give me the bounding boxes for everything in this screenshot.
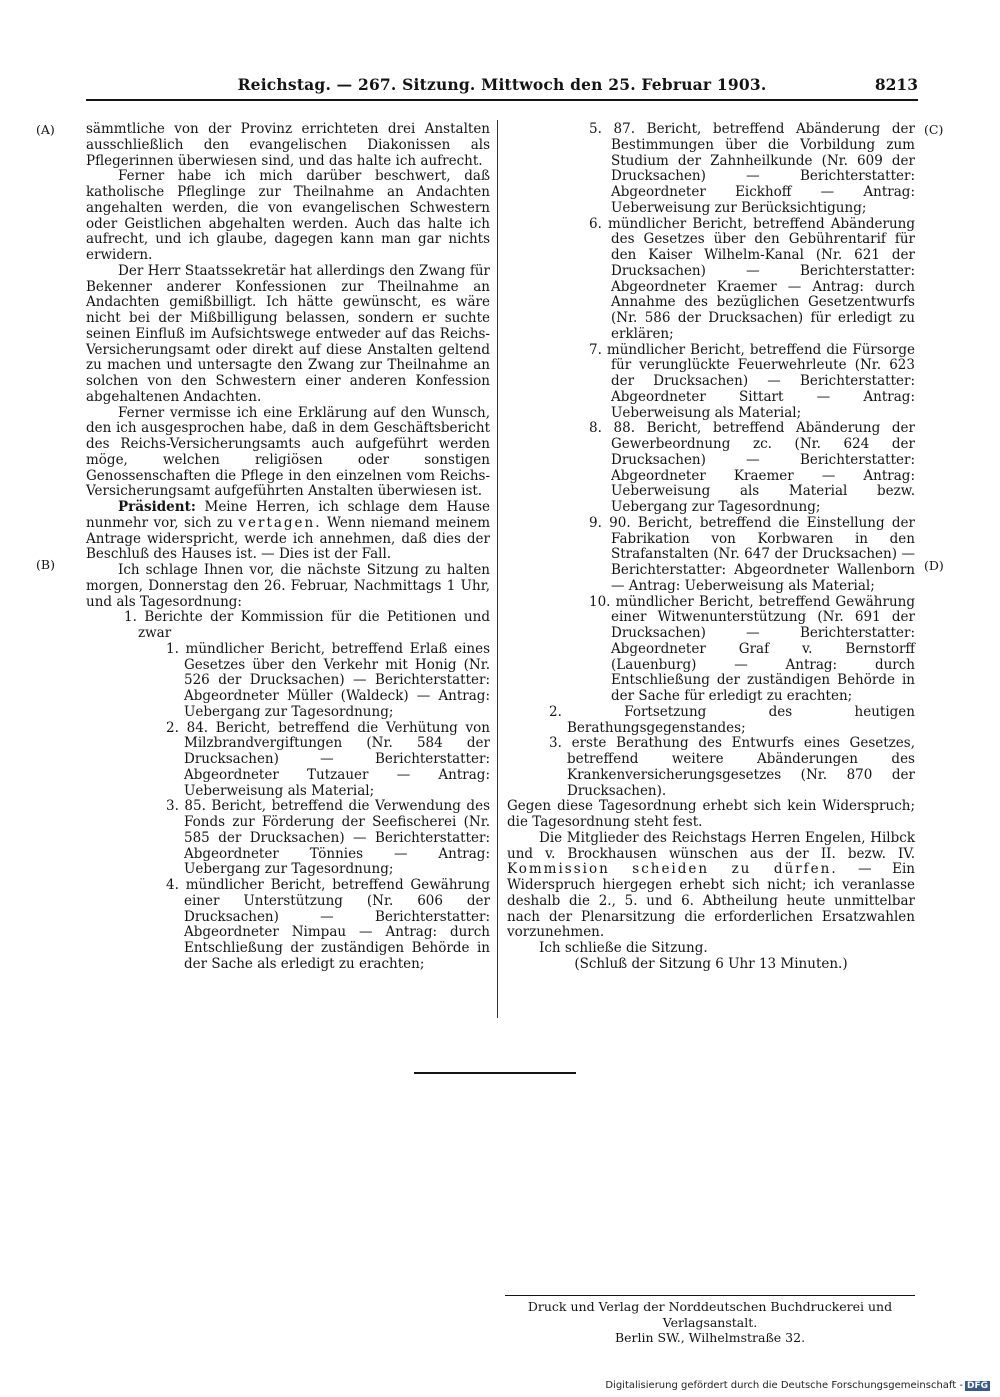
emphasis-text: Kommission scheiden zu dürfen. (507, 861, 838, 878)
emphasis-text: vertagen. (238, 514, 322, 531)
imprint-rule (505, 1295, 915, 1296)
agenda-subitem: 5. 87. Bericht, betreffend Abänderung der Bestimmungen über die Vorbildung zum Studium der Zahnheilkunde (Nr. 609 der Drucksachen) — Berichterstatter: Abgeordneter Eickhoff — Antrag: Ueberweisung zur Berücksichtigung; (589, 121, 915, 216)
page-number: 8213 (874, 75, 918, 94)
agenda-subitem: 8. 88. Bericht, betreffend Abänderung der Gewerbeordnung zc. (Nr. 624 der Drucksachen) — Berichterstatter: Abgeordneter Kraemer — Antrag: Ueberweisung als Material bezw. Uebergang zur Tagesordnung; (589, 420, 915, 515)
margin-marker-a: (A) (36, 122, 55, 137)
paragraph: Ferner vermisse ich eine Erklärung auf den Wunsch, den ich ausgesprochen habe, daß in dem Geschäftsbericht des Reichs-Versicherungsamts auch aufgeführt werden möge, welchen religiösen oder sonstigen Genossenschaften die Pflege in den einzelnen vom Reichs-Versicherungsamt aufgeführten Anstalten überwiesen ist. (86, 404, 490, 500)
margin-marker-d: (D) (924, 558, 944, 573)
paragraph: Ich schließe die Sitzung. (539, 940, 708, 956)
margin-marker-b: (B) (36, 557, 55, 572)
paragraph-text: — Ein Widerspruch hiergegen erhebt sich nicht; ich veranlasse deshalb die 2., 5. und 6. Abtheilung heute unmittelbar nach der Plenarsitzung die erforderlichen Ersatzwahlen vorzunehmen. (507, 861, 915, 941)
digitization-note (605, 1380, 990, 1391)
president-paragraph (86, 500, 490, 563)
agenda-item: 2. Fortsetzung des heutigen Berathungsgegenstandes; (549, 703, 915, 736)
paragraph-text: Meine Herren, ich schlage dem Hause nunmehr vor, sich zu (86, 499, 490, 531)
dfg-logo: DFG (966, 1381, 988, 1391)
paragraph (507, 831, 915, 941)
agenda-subitem: 3. 85. Bericht, betreffend die Verwendung des Fonds zur Förderung der Seefischerei (Nr. 585 der Drucksachen) — Berichterstatter: Abgeordneter Tönnies — Antrag: Uebergang zur Tagesordnung; (166, 798, 490, 878)
left-column (86, 122, 490, 973)
agenda-item: 1. Berichte der Kommission für die Petitionen und zwar (124, 609, 490, 641)
agenda-subitem: 6. mündlicher Bericht, betreffend Abänderung des Gesetzes über den Gebührentarif für den Kaiser Wilhelm-Kanal (Nr. 621 der Drucksachen) — Berichterstatter: Abgeordneter Kraemer — Antrag: durch Annahme des bezüglichen Gesetzentwurfs (Nr. 586 der Drucksachen) für erledigt zu erklären; (589, 215, 915, 342)
agenda-subitem: 9. 90. Bericht, betreffend die Einstellung der Fabrikation von Korbwaren in den Strafanstalten (Nr. 647 der Drucksachen) — Berichterstatter: Abgeordneter Wallenborn — Antrag: Ueberweisung als Material; (589, 514, 915, 594)
paragraph: Ich schlage Ihnen vor, die nächste Sitzung zu halten morgen, Donnerstag den 26. Februar, Nachmittags 1 Uhr, und als Tagesordnung: (86, 562, 490, 610)
paragraph-text: Wenn niemand meinem Antrage widerspricht, werde ich annehmen, daß dies der Beschluß des Hauses ist. — Dies ist der Fall. (86, 514, 490, 563)
end-rule (414, 1072, 576, 1074)
margin-marker-c: (C) (924, 122, 944, 137)
imprint-line: Druck und Verlag der Norddeutschen Buchdruckerei und Verlagsanstalt. (527, 1299, 893, 1330)
paragraph: Gegen diese Tagesordnung erhebt sich kein Widerspruch; die Tagesordnung steht fest. (507, 798, 915, 830)
agenda-subitem: 4. mündlicher Bericht, betreffend Gewährung einer Unterstützung (Nr. 606 der Drucksachen) — Berichterstatter: Abgeordneter Nimpau — Antrag: durch Entschließung der zuständigen Behörde in der Sache als erledigt zu erachten; (166, 877, 490, 972)
agenda-subitem: 1. mündlicher Bericht, betreffend Erlaß eines Gesetzes über den Verkehr mit Honig (Nr. 526 der Drucksachen) — Berichterstatter: Abgeordneter Müller (Waldeck) — Antrag: Uebergang zur Tagesordnung; (166, 640, 490, 720)
paragraph: Der Herr Staatssekretär hat allerdings den Zwang für Bekenner anderer Konfessionen zur Theilnahme an Andachten gemißbilligt. Ich hätte gewünscht, es wäre nicht bei der Mißbilligung belassen, sondern er suchte seinen Einfluß im Aufsichtswege entweder auf das Reichs-Versicherungsamt oder direkt auf diese Anstalten geltend zu machen und untersagte den Zwang zur Theilnahme an solchen von den Schwestern einer anderen Konfession abgehaltenen Andachten. (86, 262, 490, 405)
digitization-text: Digitalisierung gefördert durch die Deutsche Forschungsgemeinschaft - (605, 1380, 963, 1391)
closing-note: (Schluß der Sitzung 6 Uhr 13 Minuten.) (574, 955, 848, 972)
imprint-line: Berlin SW., Wilhelmstraße 32. (614, 1330, 806, 1345)
page-header (86, 75, 918, 97)
agenda-subitem: 10. mündlicher Bericht, betreffend Gewährung einer Witwenunterstützung (Nr. 691 der Drucksachen) — Berichterstatter: Abgeordneter Graf v. Bernstorff (Lauenburg) — Antrag: durch Entschließung der zuständigen Behörde in der Sache für erledigt zu erachten; (589, 593, 915, 704)
paragraph: Ferner habe ich mich darüber beschwert, daß katholische Pfleglinge zur Theilnahme an Andachten angehalten werden, die von evangelischen Schwestern oder Geistlichen abgehalten werden. Auch das halte ich aufrecht, und ich glaube, dagegen kann man gar nichts erwidern. (86, 168, 490, 263)
agenda-item: 3. erste Berathung des Entwurfs eines Gesetzes, betreffend weitere Abänderungen des Krankenversicherungsgesetzes (Nr. 870 der Drucksachen). (549, 735, 915, 799)
agenda-subitem: 7. mündlicher Bericht, betreffend die Fürsorge für verunglückte Feuerwehrleute (Nr. 623 der Drucksachen) — Berichterstatter: Abgeordneter Sittart — Antrag: Ueberweisung als Material; (589, 341, 915, 421)
speaker-label: Präsident: (118, 499, 196, 515)
paragraph: sämmtliche von der Provinz errichteten drei Anstalten ausschließlich den evangelischen Diakonissen als Pflegerinnen überwiesen sind, und das halte ich aufrecht. (86, 121, 490, 169)
column-divider (497, 120, 498, 1018)
imprint (505, 1299, 915, 1346)
header-title: Reichstag. — 267. Sitzung. Mittwoch den 25. Februar 1903. (237, 75, 767, 94)
agenda-subitem: 2. 84. Bericht, betreffend die Verhütung von Milzbrandvergiftungen (Nr. 584 der Drucksachen) — Berichterstatter: Abgeordneter Tutzauer — Antrag: Ueberweisung als Material; (166, 719, 490, 799)
right-column (507, 122, 915, 973)
paragraph-text: Die Mitglieder des Reichstags Herren Engelen, Hilbck und v. Brockhausen wünschen aus der II. bezw. IV. (507, 829, 915, 862)
header-rule (86, 99, 918, 101)
